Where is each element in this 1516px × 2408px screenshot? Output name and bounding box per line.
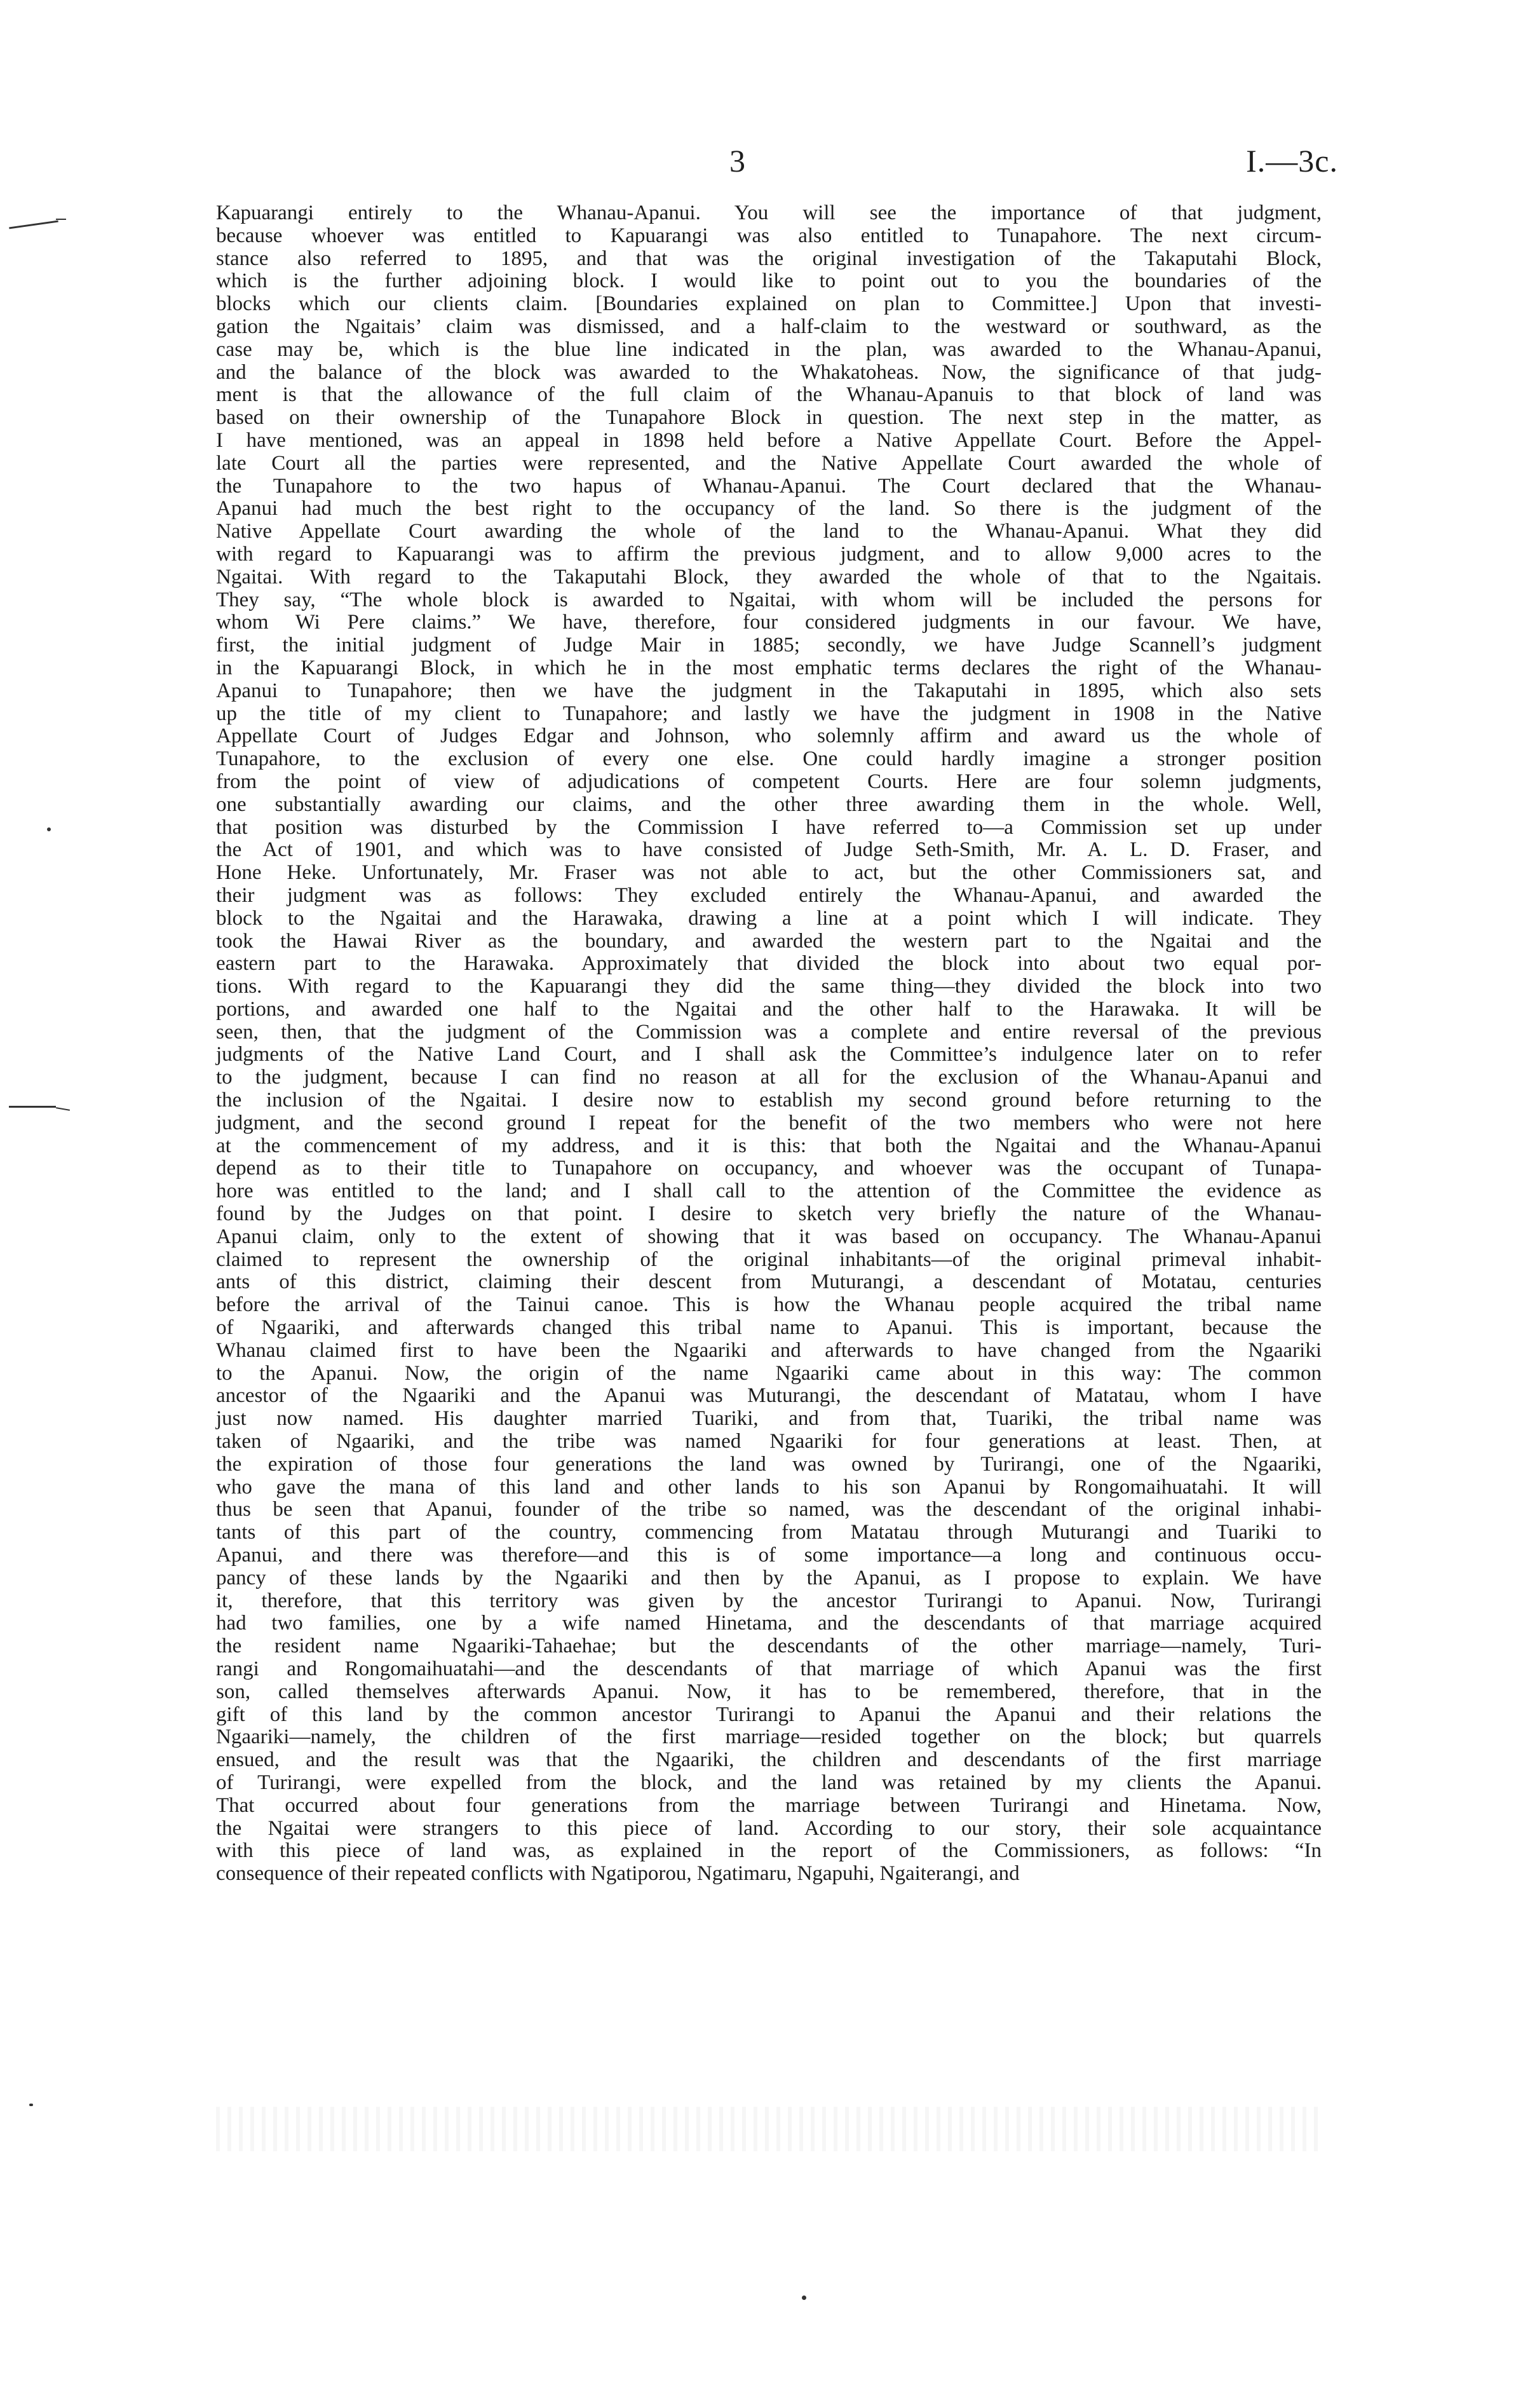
text-line: ensued, and the result was that the Ngaariki, the children and descendants of the first marriage: [216, 1748, 1322, 1772]
text-line: found by the Judges on that point. I desire to sketch very briefly the nature of the Whanau-: [216, 1202, 1322, 1226]
text-line: ancestor of the Ngaariki and the Apanui was Muturangi, the descendant of Matatau, whom I have: [216, 1384, 1322, 1408]
text-line: blocks which our clients claim. [Boundaries explained on plan to Committee.] Upon that investi-: [216, 292, 1322, 316]
margin-mark: [56, 1107, 70, 1111]
text-line: that position was disturbed by the Commission I have referred to—a Commission set up under: [216, 815, 1322, 839]
text-line: Ngaitai. With regard to the Takaputahi Block, they awarded the whole of that to the Ngaitais.: [216, 565, 1322, 588]
margin-mark: [9, 221, 58, 229]
margin-dot: [47, 827, 51, 831]
text-line: ment is that the allowance of the full claim of the Whanau-Apanuis to that block of land was: [216, 383, 1322, 407]
text-line: ants of this district, claiming their descent from Muturangi, a descendant of Motatau, centuries: [216, 1270, 1322, 1294]
page-number: 3: [729, 143, 745, 179]
text-line: rangi and Rongomaihuatahi—and the descendants of that marriage of which Apanui was the first: [216, 1657, 1322, 1680]
text-line: Hone Heke. Unfortunately, Mr. Fraser was not able to act, but the other Commissioners sat, and: [216, 861, 1322, 885]
text-line: That occurred about four generations from the marriage between Turirangi and Hinetama. Now,: [216, 1793, 1322, 1817]
text-line: stance also referred to 1895, and that was the original investigation of the Takaputahi Block,: [216, 247, 1322, 270]
text-line: They say, “The whole block is awarded to Ngaitai, with whom will be included the persons for: [216, 588, 1322, 611]
text-line: Tunapahore, to the exclusion of every one else. One could hardly imagine a stronger position: [216, 747, 1322, 771]
text-line: it, therefore, that this territory was given by the ancestor Turirangi to Apanui. Now, Turirangi: [216, 1589, 1322, 1612]
text-line: Whanau claimed first to have been the Ngaariki and afterwards to have changed from the Ngaariki: [216, 1338, 1322, 1362]
text-line: at the commencement of my address, and it is this: that both the Ngaitai and the Whanau-Apanui: [216, 1134, 1322, 1157]
text-line: judgments of the Native Land Court, and I shall ask the Committee’s indulgence later on to refer: [216, 1043, 1322, 1066]
text-line: the Ngaitai were strangers to this piece of land. According to our story, their sole acquaintance: [216, 1816, 1322, 1840]
text-line: to the judgment, because I can find no reason at all for the exclusion of the Whanau-Apanui and: [216, 1066, 1322, 1089]
text-line: of Ngaariki, and afterwards changed this tribal name to Apanui. This is important, because the: [216, 1316, 1322, 1340]
text-line: their judgment was as follows: They excluded entirely the Whanau-Apanui, and awarded the: [216, 883, 1322, 907]
text-line: block to the Ngaitai and the Harawaka, drawing a line at a point which I will indicate. They: [216, 906, 1322, 930]
text-line: who gave the mana of this land and other lands to his son Apanui by Rongomaihuatahi. It will: [216, 1475, 1322, 1499]
text-line: Native Appellate Court awarding the whole of the land to the Whanau-Apanui. What they did: [216, 520, 1322, 543]
text-line: first, the initial judgment of Judge Mair in 1885; secondly, we have Judge Scannell’s judgment: [216, 634, 1322, 657]
text-line: gift of this land by the common ancestor Turirangi to Apanui the Apanui and their relations the: [216, 1703, 1322, 1726]
text-line: Apanui, and there was therefore—and this is of some importance—a long and continuous occu-: [216, 1544, 1322, 1567]
text-line: from the point of view of adjudications of competent Courts. Here are four solemn judgments,: [216, 770, 1322, 793]
text-line: case may be, which is the blue line indicated in the plan, was awarded to the Whanau-Apanui,: [216, 337, 1322, 361]
text-line: judgment, and the second ground I repeat for the benefit of the two members who were not here: [216, 1111, 1322, 1134]
text-line: the Act of 1901, and which was to have consisted of Judge Seth-Smith, Mr. A. L. D. Fraser, and: [216, 838, 1322, 862]
text-line: tions. With regard to the Kapuarangi they did the same thing—they divided the block into two: [216, 975, 1322, 998]
text-line: thus be seen that Apanui, founder of the tribe so named, was the descendant of the original inhabi-: [216, 1498, 1322, 1521]
text-line: with this piece of land was, as explained in the report of the Commissioners, as follows: “In: [216, 1839, 1322, 1863]
text-line: of Turirangi, were expelled from the block, and the land was retained by my clients the Apanui.: [216, 1771, 1322, 1794]
text-line: whom Wi Pere claims.” We have, therefore, four considered judgments in our favour. We have,: [216, 611, 1322, 634]
text-line: hore was entitled to the land; and I shall call to the attention of the Committee the evidence as: [216, 1180, 1322, 1203]
text-line: the resident name Ngaariki-Tahaehae; but the descendants of the other marriage—namely, Turi-: [216, 1635, 1322, 1658]
text-line: taken of Ngaariki, and the tribe was named Ngaariki for four generations at least. Then, at: [216, 1430, 1322, 1453]
faint-bleed-through: [216, 2107, 1322, 2151]
text-line: Apanui claim, only to the extent of showing that it was based on occupancy. The Whanau-Apanui: [216, 1225, 1322, 1248]
text-line: and the balance of the block was awarded to the Whakatoheas. Now, the significance of that judg-: [216, 360, 1322, 384]
text-line: one substantially awarding our claims, and the other three awarding them in the whole. Well,: [216, 792, 1322, 816]
text-line: in the Kapuarangi Block, in which he in the most emphatic terms declares the right of the Whanau-: [216, 656, 1322, 679]
text-line: portions, and awarded one half to the Ngaitai and the other half to the Harawaka. It will be: [216, 997, 1322, 1021]
text-line: with regard to Kapuarangi was to affirm the previous judgment, and to allow 9,000 acres to the: [216, 542, 1322, 566]
bottom-dot: [802, 2296, 806, 2300]
text-line: late Court all the parties were represented, and the Native Appellate Court awarded the whole of: [216, 451, 1322, 475]
margin-dot: [29, 2104, 33, 2106]
body-text: [216, 202, 1322, 1886]
margin-mark: [9, 1106, 56, 1108]
text-line: took the Hawai River as the boundary, and awarded the western part to the Ngaitai and the: [216, 929, 1322, 953]
text-line: had two families, one by a wife named Hinetama, and the descendants of that marriage acquired: [216, 1612, 1322, 1635]
text-line: claimed to represent the ownership of the original inhabitants—of the original primeval inhabit-: [216, 1248, 1322, 1271]
text-line: Appellate Court of Judges Edgar and Johnson, who solemnly affirm and award us the whole of: [216, 724, 1322, 748]
text-line: the inclusion of the Ngaitai. I desire now to establish my second ground before returning to the: [216, 1089, 1322, 1112]
text-line: eastern part to the Harawaka. Approximately that divided the block into about two equal por-: [216, 952, 1322, 976]
text-line: the Tunapahore to the two hapus of Whanau-Apanui. The Court declared that the Whanau-: [216, 474, 1322, 498]
text-line: Ngaariki—namely, the children of the first marriage—resided together on the block; but quarrels: [216, 1725, 1322, 1749]
text-line: up the title of my client to Tunapahore; and lastly we have the judgment in 1908 in the Native: [216, 702, 1322, 725]
margin-mark: [56, 219, 66, 220]
text-line: son, called themselves afterwards Apanui. Now, it has to be remembered, therefore, that in the: [216, 1680, 1322, 1703]
text-line: Apanui to Tunapahore; then we have the judgment in the Takaputahi in 1895, which also sets: [216, 679, 1322, 702]
text-line: based on their ownership of the Tunapahore Block in question. The next step in the matter, as: [216, 406, 1322, 430]
paper-identifier: I.—3c.: [1246, 143, 1338, 179]
text-line: I have mentioned, was an appeal in 1898 held before a Native Appellate Court. Before the Appel-: [216, 428, 1322, 452]
text-line: before the arrival of the Tainui canoe. This is how the Whanau people acquired the tribal name: [216, 1293, 1322, 1317]
text-line: depend as to their title to Tunapahore on occupancy, and whoever was the occupant of Tunapa-: [216, 1157, 1322, 1180]
text-line: gation the Ngaitais’ claim was dismissed, and a half-claim to the westward or southward, as the: [216, 315, 1322, 338]
text-line: just now named. His daughter married Tuariki, and from that, Tuariki, the tribal name was: [216, 1407, 1322, 1431]
text-line: which is the further adjoining block. I would like to point out to you the boundaries of the: [216, 269, 1322, 293]
text-line: pancy of these lands by the Ngaariki and then by the Apanui, as I propose to explain. We have: [216, 1566, 1322, 1589]
text-line: seen, then, that the judgment of the Commission was a complete and entire reversal of the previous: [216, 1020, 1322, 1044]
text-line: Kapuarangi entirely to the Whanau-Apanui. You will see the importance of that judgment,: [216, 201, 1322, 224]
text-line: Apanui had much the best right to the occupancy of the land. So there is the judgment of the: [216, 497, 1322, 520]
text-line: to the Apanui. Now, the origin of the name Ngaariki came about in this way: The common: [216, 1361, 1322, 1385]
text-line: because whoever was entitled to Kapuarangi was also entitled to Tunapahore. The next circum-: [216, 224, 1322, 247]
text-line: consequence of their repeated conflicts with Ngatiporou, Ngatimaru, Ngapuhi, Ngaiterangi, and: [216, 1862, 1020, 1886]
text-line: the expiration of those four generations the land was owned by Turirangi, one of the Ngaariki,: [216, 1452, 1322, 1476]
text-line: tants of this part of the country, commencing from Matatau through Muturangi and Tuariki to: [216, 1521, 1322, 1544]
